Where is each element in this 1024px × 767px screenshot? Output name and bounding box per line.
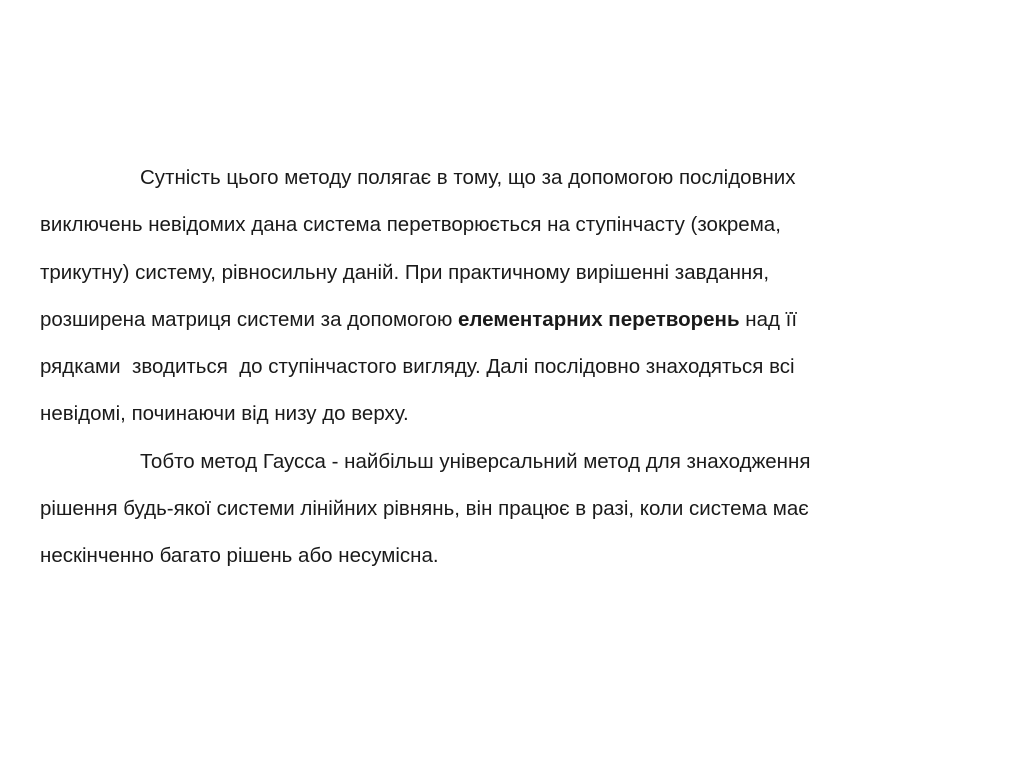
paragraph-1-line-3: трикутну) систему, рівносильну даній. При практичному вирішенні завдання, — [40, 260, 770, 284]
paragraph-2-line-1: Тобто метод Гаусса - найбільш універсальний метод для знаходження — [140, 449, 811, 473]
paragraph-1-line-2: виключень невідомих дана система перетворюється на ступінчасту (зокрема, — [40, 213, 781, 237]
line-4-text-before: розширена матриця системи за допомогою — [40, 307, 459, 331]
paragraph-1-line-4 — [40, 296, 940, 343]
bold-term: елементарних перетворень — [458, 307, 740, 331]
paragraph-1-line-1: Сутність цього методу полягає в тому, що за допомогою послідовних — [140, 166, 796, 189]
paragraph-2-line-2: рішення будь-якої системи лінійних рівнянь, він працює в разі, коли система має — [40, 497, 809, 521]
text-block — [40, 154, 940, 580]
line-4-text-after: над її — [739, 307, 798, 331]
paragraph-1-line-5: рядками зводиться до ступінчастого вигляду. Далі послідовно знаходяться всі — [40, 355, 795, 379]
paragraph-1-line-6: невідомі, починаючи від низу до верху. — [40, 402, 409, 426]
paragraph-2-line-3: нескінченно багато рішень або несумісна. — [40, 544, 439, 568]
